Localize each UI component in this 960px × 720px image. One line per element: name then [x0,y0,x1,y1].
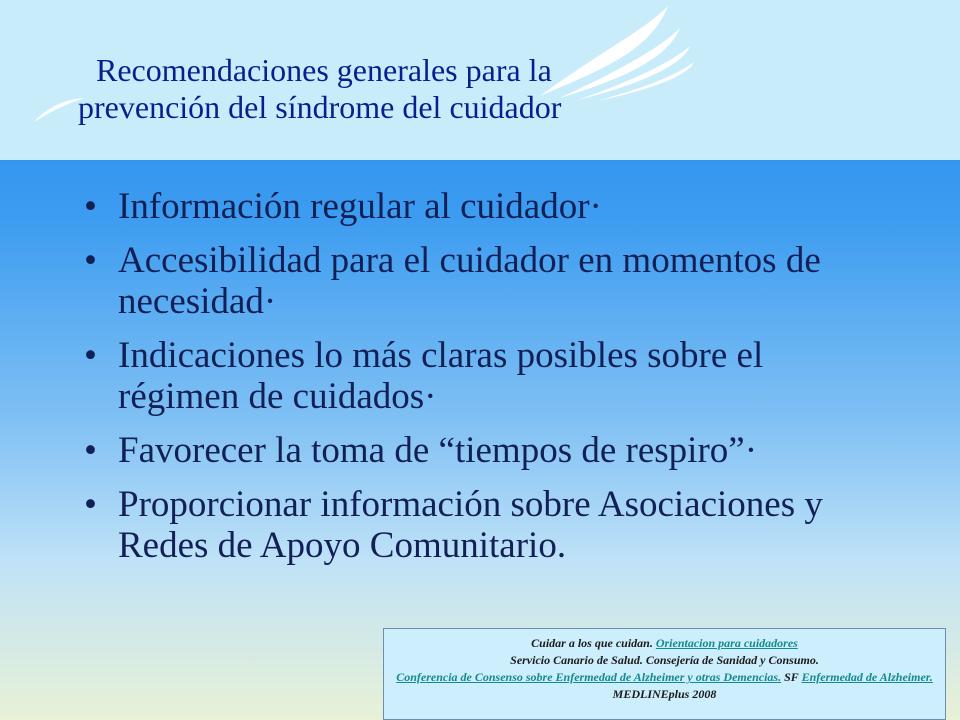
list-item-text: Proporcionar información sobre Asociaciones y Redes de Apoyo Comunitario. [118,484,823,566]
reference-line-3 [392,669,937,703]
reference-text: SF [781,670,802,684]
reference-line-2: Servicio Canario de Salud. Consejería de Sanidad y Consumo. [510,653,819,667]
bullet-icon: • [84,430,97,471]
bullet-icon: • [84,335,97,376]
conferencia-link[interactable]: Conferencia de Consenso sobre Enfermedad de Alzheimer y otras Demencias. [396,670,782,684]
list-item [84,186,884,227]
title-line-2: prevención del síndrome del cuidador [78,89,562,125]
list-item [84,430,884,471]
orientacion-link[interactable]: Orientacion para cuidadores [655,636,798,650]
reference-text: Cuidar a los que cuidan. [531,636,656,650]
list-item [84,240,884,322]
list-item-text: Favorecer la toma de “tiempos de respiro”· [118,430,758,471]
bullet-icon: • [84,484,97,525]
list-item-text: Indicaciones lo más claras posibles sobre el régimen de cuidados· [118,335,764,417]
page-title [78,52,878,126]
list-item-text: Información regular al cuidador· [118,186,602,227]
recommendation-list [84,186,884,579]
bullet-icon: • [84,240,97,281]
list-item [84,335,884,417]
reference-text: MEDLINEplus 2008 [612,687,717,701]
title-line-1: Recomendaciones generales para la [96,52,552,88]
list-item-text: Accesibilidad para el cuidador en momentos de necesidad· [118,240,821,322]
alzheimer-link[interactable]: Enfermedad de Alzheimer. [801,670,933,684]
reference-box [383,628,946,720]
list-item [84,484,884,566]
reference-line-1 [392,635,937,652]
bullet-icon: • [84,186,97,227]
